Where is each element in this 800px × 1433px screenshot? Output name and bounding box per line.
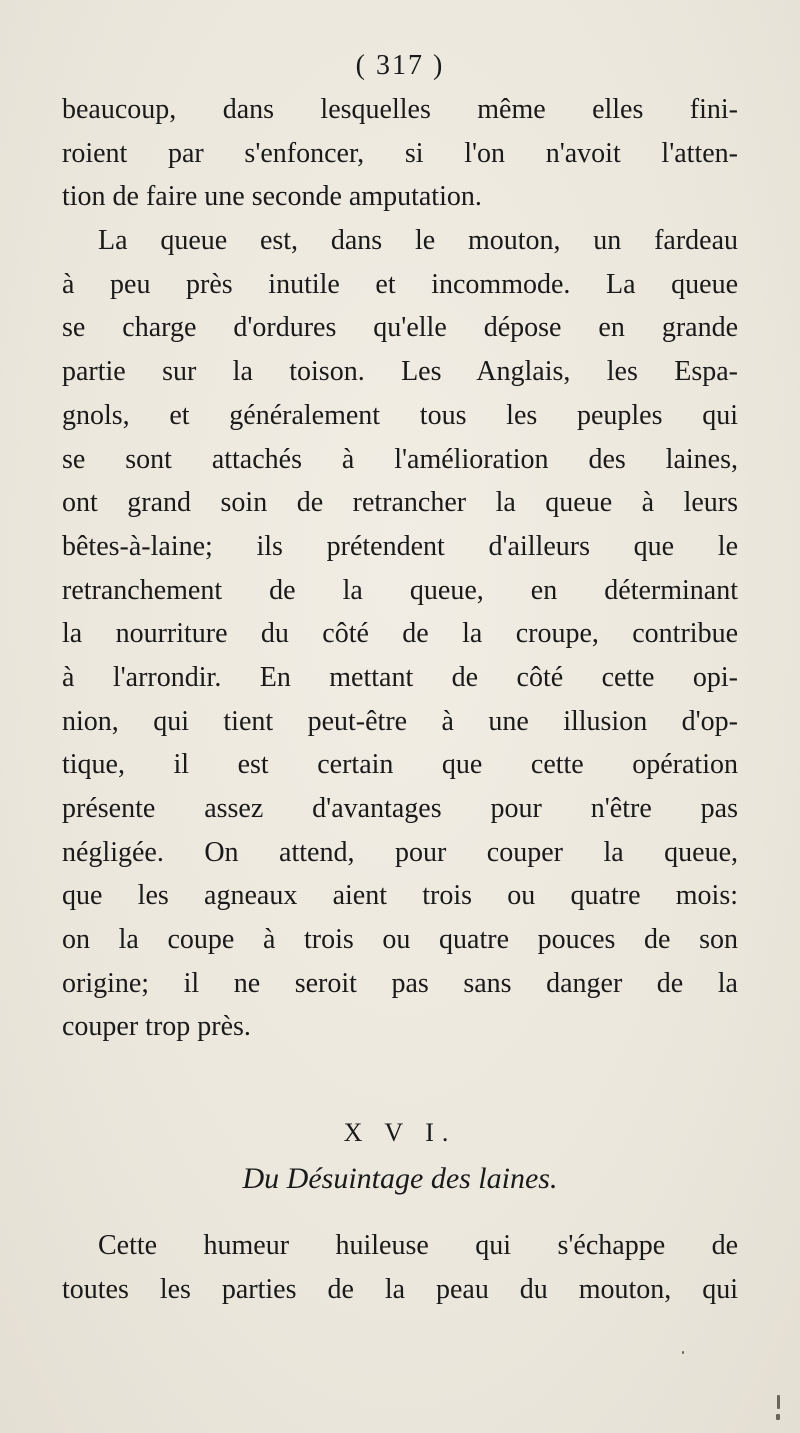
paper-speck [682, 1351, 684, 1354]
text-line: couper trop près. [62, 1011, 251, 1043]
text-line: tion de faire une seconde amputation. [62, 181, 482, 213]
text-line: origine; il ne seroit pas sans danger de la [62, 967, 738, 999]
text-line: à peu près inutile et incommode. La queue [62, 268, 738, 300]
page-number: ( 317 ) [355, 50, 445, 81]
text-line: gnols, et généralement tous les peuples qui [62, 399, 738, 431]
text-line: se sont attachés à l'amélioration des laines, [62, 443, 738, 475]
body-text [62, 88, 738, 1049]
text-line: bêtes-à-laine; ils prétendent d'ailleurs que le [62, 530, 738, 562]
text-line: on la coupe à trois ou quatre pouces de son [62, 924, 738, 956]
text-line: se charge d'ordures qu'elle dépose en grande [62, 312, 738, 344]
text-line: à l'arrondir. En mettant de côté cette opi- [62, 661, 738, 693]
paper-speck [777, 1395, 780, 1409]
text-line: ont grand soin de retrancher la queue à leurs [62, 487, 738, 519]
text-line: négligée. On attend, pour couper la queue, [62, 836, 738, 868]
text-line: la nourriture du côté de la croupe, contribue [62, 618, 738, 650]
text-line: que les agneaux aient trois ou quatre mois: [62, 880, 738, 912]
text-line: retranchement de la queue, en déterminant [62, 574, 738, 606]
section-text [62, 1225, 738, 1312]
text-line: présente assez d'avantages pour n'être pas [62, 793, 738, 824]
text-line: toutes les parties de la peau du mouton, qui [62, 1273, 738, 1305]
text-line: tique, il est certain que cette opération [62, 749, 738, 781]
text-line: partie sur la toison. Les Anglais, les Espa- [62, 356, 738, 388]
text-line: La queue est, dans le mouton, un fardeau [98, 225, 738, 257]
text-line: nion, qui tient peut-être à une illusion d'op- [62, 705, 738, 737]
text-line: beaucoup, dans lesquelles même elles fini- [62, 94, 738, 125]
text-line: roient par s'enfoncer, si l'on n'avoit l'atten- [62, 137, 738, 169]
section-title: Du Désuintage des laines. [242, 1162, 558, 1195]
section-number: X V I. [343, 1118, 457, 1147]
paper-speck [776, 1414, 780, 1420]
text-line: Cette humeur huileuse qui s'échappe de [98, 1230, 738, 1261]
